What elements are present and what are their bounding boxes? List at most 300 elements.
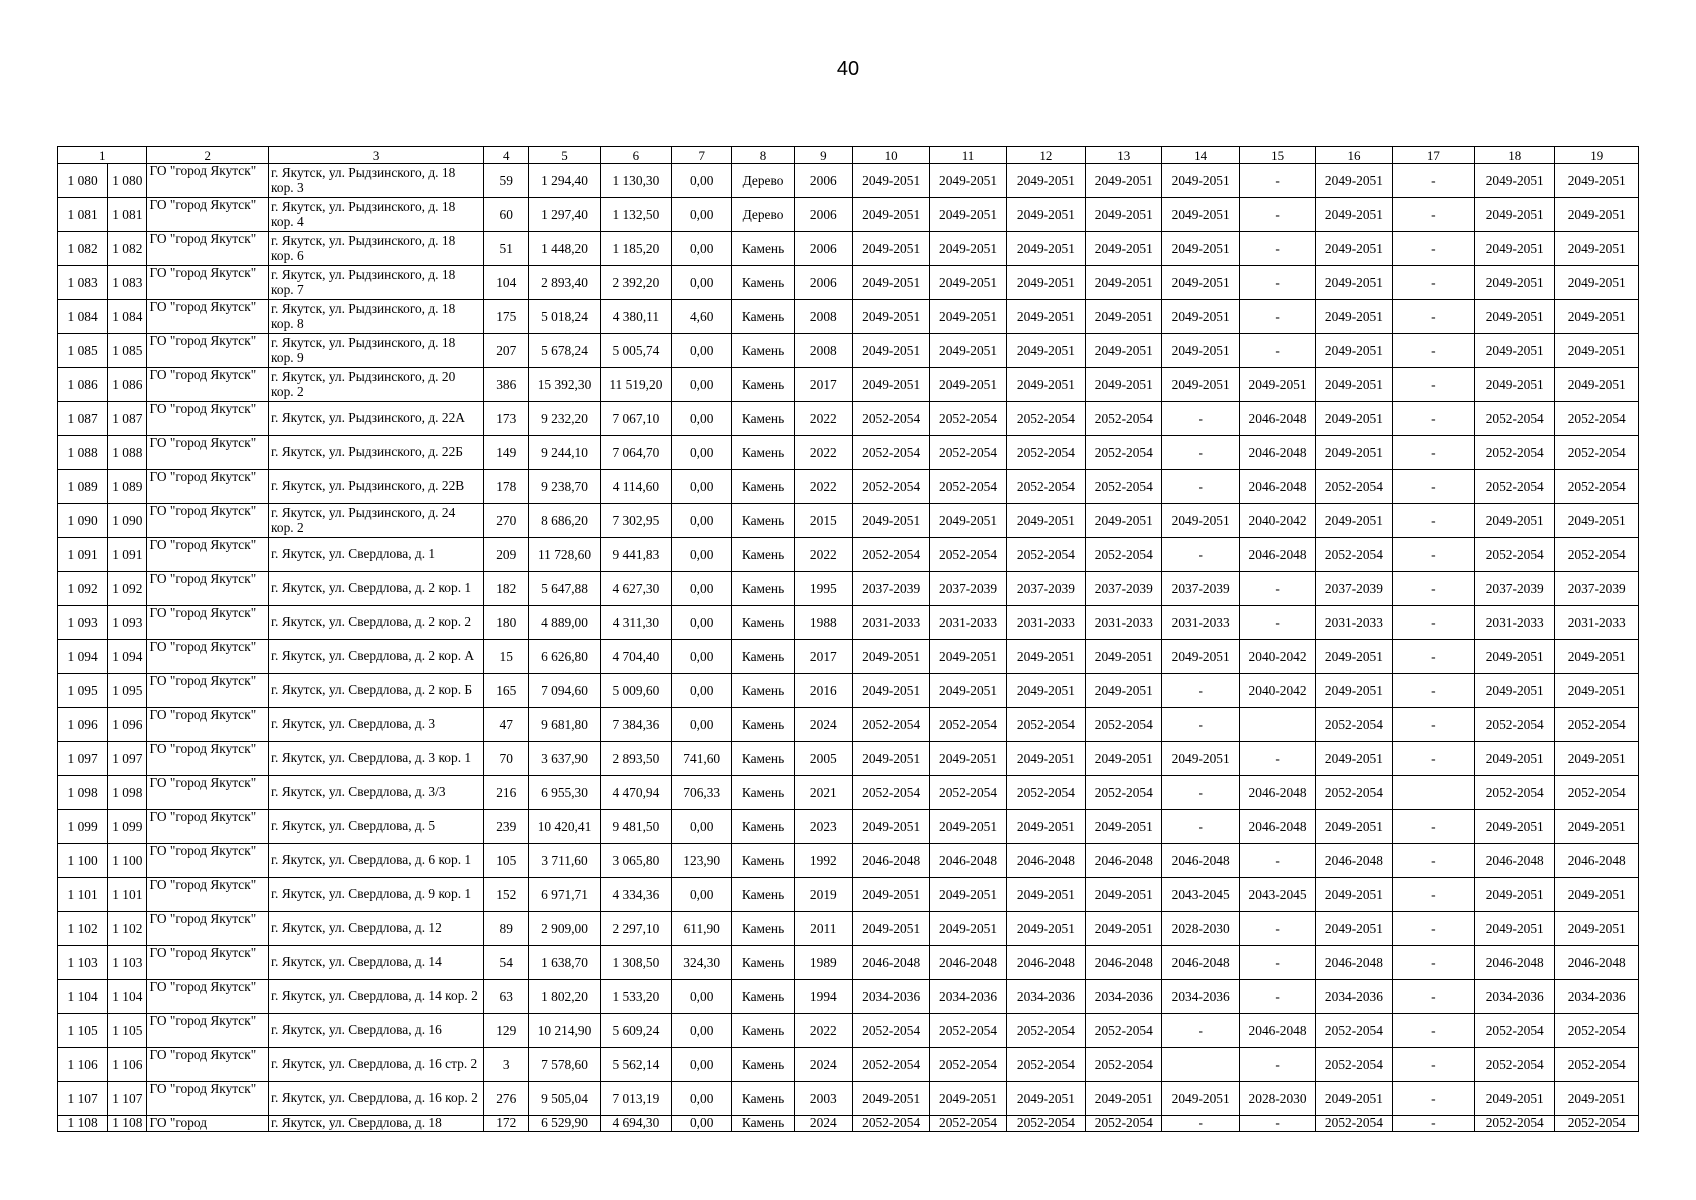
table-cell: 2046-2048 xyxy=(1239,402,1315,436)
table-cell: Камень xyxy=(732,300,794,334)
table-cell: 2049-2051 xyxy=(1086,368,1162,402)
table-cell: - xyxy=(1392,810,1474,844)
table-cell: 5 647,88 xyxy=(529,572,600,606)
table-cell: 2052-2054 xyxy=(930,1116,1006,1132)
table-cell: 11 728,60 xyxy=(529,538,600,572)
table-cell: - xyxy=(1392,334,1474,368)
table-cell: - xyxy=(1239,606,1315,640)
table-cell: 2022 xyxy=(794,470,852,504)
table-cell: Камень xyxy=(732,640,794,674)
table-cell: 2052-2054 xyxy=(1316,708,1392,742)
table-cell: 7 578,60 xyxy=(529,1048,600,1082)
table-cell: 2052-2054 xyxy=(1086,1116,1162,1132)
table-cell: 2052-2054 xyxy=(1555,470,1639,504)
table-cell: 2052-2054 xyxy=(1006,1014,1085,1048)
table-cell: 129 xyxy=(484,1014,529,1048)
table-cell: 2049-2051 xyxy=(1555,300,1639,334)
table-cell: Камень xyxy=(732,266,794,300)
table-cell: 2006 xyxy=(794,198,852,232)
table-cell: 2046-2048 xyxy=(1162,946,1239,980)
table-cell: 2034-2036 xyxy=(1006,980,1085,1014)
table-cell: 2052-2054 xyxy=(1475,470,1555,504)
table-cell: Камень xyxy=(732,844,794,878)
table-cell: 2043-2045 xyxy=(1162,878,1239,912)
table-cell: - xyxy=(1239,742,1315,776)
table-cell: 0,00 xyxy=(672,334,732,368)
table-cell: 1 102 xyxy=(108,912,147,946)
table-cell: 2052-2054 xyxy=(1086,1014,1162,1048)
table-cell: 2049-2051 xyxy=(1316,164,1392,198)
table-cell: 2022 xyxy=(794,1014,852,1048)
table-cell: - xyxy=(1392,1116,1474,1132)
table-cell: 2049-2051 xyxy=(1162,1082,1239,1116)
table-cell: 2049-2051 xyxy=(1475,912,1555,946)
table-cell: 2049-2051 xyxy=(930,810,1006,844)
table-cell: 2052-2054 xyxy=(1006,436,1085,470)
table-cell: 1 093 xyxy=(58,606,108,640)
table-cell: 2049-2051 xyxy=(1555,368,1639,402)
table-cell xyxy=(1239,708,1315,742)
table-cell: ГО "город xyxy=(147,1116,269,1132)
table-cell: - xyxy=(1162,776,1239,810)
table-cell: 324,30 xyxy=(672,946,732,980)
table-cell: г. Якутск, ул. Рыдзинского, д. 18 кор. 6 xyxy=(269,232,484,266)
table-cell: 2049-2051 xyxy=(852,912,929,946)
table-cell: 2046-2048 xyxy=(1006,844,1085,878)
table-row xyxy=(58,368,1639,402)
table-cell: 2022 xyxy=(794,402,852,436)
table-cell: 2052-2054 xyxy=(852,1116,929,1132)
table-cell: 2049-2051 xyxy=(1006,810,1085,844)
column-header: 15 xyxy=(1239,147,1315,164)
table-cell: 2046-2048 xyxy=(930,946,1006,980)
table-cell: 2006 xyxy=(794,232,852,266)
table-cell: 1988 xyxy=(794,606,852,640)
table-cell: 1 097 xyxy=(108,742,147,776)
table-cell: 104 xyxy=(484,266,529,300)
table-cell: 2037-2039 xyxy=(1162,572,1239,606)
table-cell: 0,00 xyxy=(672,368,732,402)
table-cell: 2 893,50 xyxy=(600,742,671,776)
table-cell: ГО "город Якутск" xyxy=(147,164,269,198)
table-cell: 2049-2051 xyxy=(930,674,1006,708)
table-cell: 1 087 xyxy=(58,402,108,436)
table-cell: 1 090 xyxy=(108,504,147,538)
table-cell: 9 481,50 xyxy=(600,810,671,844)
table-cell: - xyxy=(1392,198,1474,232)
table-cell: Камень xyxy=(732,810,794,844)
table-cell: 0,00 xyxy=(672,572,732,606)
table-cell: ГО "город Якутск" xyxy=(147,470,269,504)
table-cell: 2049-2051 xyxy=(1086,1082,1162,1116)
table-cell: - xyxy=(1392,470,1474,504)
table-cell: 2049-2051 xyxy=(1316,436,1392,470)
table-cell: 2049-2051 xyxy=(1555,640,1639,674)
table-cell: Камень xyxy=(732,946,794,980)
table-cell: 2034-2036 xyxy=(1162,980,1239,1014)
table-cell: 1994 xyxy=(794,980,852,1014)
table-cell: 2052-2054 xyxy=(1555,538,1639,572)
table-cell: 2049-2051 xyxy=(930,300,1006,334)
table-cell: ГО "город Якутск" xyxy=(147,436,269,470)
table-cell: - xyxy=(1239,334,1315,368)
table-cell: 2052-2054 xyxy=(1006,1116,1085,1132)
table-cell: 0,00 xyxy=(672,606,732,640)
table-cell: 2052-2054 xyxy=(852,1014,929,1048)
table-cell: г. Якутск, ул. Свердлова, д. 2 кор. Б xyxy=(269,674,484,708)
table-cell: 2049-2051 xyxy=(930,232,1006,266)
table-cell: 1 088 xyxy=(58,436,108,470)
table-cell: 2049-2051 xyxy=(1006,742,1085,776)
table-cell: - xyxy=(1392,572,1474,606)
table-cell: 2046-2048 xyxy=(852,844,929,878)
table-cell: 1 100 xyxy=(108,844,147,878)
table-cell: 1 095 xyxy=(58,674,108,708)
table-cell: г. Якутск, ул. Свердлова, д. 2 кор. 1 xyxy=(269,572,484,606)
table-cell: 1 448,20 xyxy=(529,232,600,266)
table-cell: 2031-2033 xyxy=(1162,606,1239,640)
table-cell: 0,00 xyxy=(672,1014,732,1048)
table-cell: 2049-2051 xyxy=(852,674,929,708)
table-cell: 2049-2051 xyxy=(1316,810,1392,844)
table-cell: 1 308,50 xyxy=(600,946,671,980)
table-row xyxy=(58,198,1639,232)
table-cell: 8 686,20 xyxy=(529,504,600,538)
table-cell: г. Якутск, ул. Свердлова, д. 14 xyxy=(269,946,484,980)
table-cell: 2023 xyxy=(794,810,852,844)
table-cell: 1 091 xyxy=(58,538,108,572)
table-cell: 1 108 xyxy=(58,1116,108,1132)
table-cell: 2046-2048 xyxy=(1555,844,1639,878)
table-cell: 9 238,70 xyxy=(529,470,600,504)
table-cell: 2052-2054 xyxy=(1086,776,1162,810)
table-cell: 1 092 xyxy=(108,572,147,606)
table-cell: 2049-2051 xyxy=(1162,334,1239,368)
table-cell: 2046-2048 xyxy=(1239,810,1315,844)
table-cell: г. Якутск, ул. Свердлова, д. 2 кор. А xyxy=(269,640,484,674)
table-cell: 2049-2051 xyxy=(1555,232,1639,266)
table-cell: ГО "город Якутск" xyxy=(147,504,269,538)
table-cell: 2049-2051 xyxy=(1555,164,1639,198)
table-cell: 2049-2051 xyxy=(1086,912,1162,946)
table-cell: 2049-2051 xyxy=(1162,266,1239,300)
column-header: 6 xyxy=(600,147,671,164)
table-cell: 1 086 xyxy=(108,368,147,402)
table-cell: 1 098 xyxy=(58,776,108,810)
table-cell: 105 xyxy=(484,844,529,878)
table-cell: - xyxy=(1392,232,1474,266)
table-cell: 2049-2051 xyxy=(1555,266,1639,300)
table-cell: 1 101 xyxy=(108,878,147,912)
table-cell: 209 xyxy=(484,538,529,572)
table-cell: 2052-2054 xyxy=(1006,708,1085,742)
table-cell: 2052-2054 xyxy=(1316,776,1392,810)
table-cell: 2037-2039 xyxy=(930,572,1006,606)
table-cell: 2049-2051 xyxy=(1555,912,1639,946)
table-cell: 1 080 xyxy=(108,164,147,198)
table-cell: - xyxy=(1392,538,1474,572)
table-cell: 4 889,00 xyxy=(529,606,600,640)
table-cell: 2049-2051 xyxy=(1475,334,1555,368)
table-cell: 2006 xyxy=(794,266,852,300)
table-cell: 9 441,83 xyxy=(600,538,671,572)
table-cell: - xyxy=(1162,470,1239,504)
table-cell: ГО "город Якутск" xyxy=(147,232,269,266)
table-cell: - xyxy=(1392,980,1474,1014)
table-cell: 1 099 xyxy=(108,810,147,844)
table-cell: - xyxy=(1392,504,1474,538)
table-cell: - xyxy=(1239,1116,1315,1132)
table-cell: - xyxy=(1392,878,1474,912)
table-cell: 4 380,11 xyxy=(600,300,671,334)
table-cell: г. Якутск, ул. Свердлова, д. 16 стр. 2 xyxy=(269,1048,484,1082)
table-cell: 2049-2051 xyxy=(1475,742,1555,776)
table-cell: 611,90 xyxy=(672,912,732,946)
table-cell: г. Якутск, ул. Свердлова, д. 1 xyxy=(269,538,484,572)
table-cell: 178 xyxy=(484,470,529,504)
table-cell: 1 106 xyxy=(58,1048,108,1082)
table-cell: 2049-2051 xyxy=(1086,300,1162,334)
table-cell: 2049-2051 xyxy=(1316,368,1392,402)
table-cell: 2031-2033 xyxy=(1086,606,1162,640)
table-cell: 1 083 xyxy=(108,266,147,300)
table-cell: 2052-2054 xyxy=(1006,470,1085,504)
table-cell: - xyxy=(1239,232,1315,266)
table-cell: 1 103 xyxy=(108,946,147,980)
table-cell: - xyxy=(1239,300,1315,334)
table-cell: 5 609,24 xyxy=(600,1014,671,1048)
table-cell: 2049-2051 xyxy=(852,334,929,368)
table-cell: 2049-2051 xyxy=(1555,810,1639,844)
table-cell: 2049-2051 xyxy=(930,1082,1006,1116)
table-cell: 47 xyxy=(484,708,529,742)
table-cell: 216 xyxy=(484,776,529,810)
table-cell: 9 244,10 xyxy=(529,436,600,470)
table-cell: 1 105 xyxy=(58,1014,108,1048)
table-cell: 2052-2054 xyxy=(930,776,1006,810)
table-cell: 2 893,40 xyxy=(529,266,600,300)
table-cell: 1 107 xyxy=(108,1082,147,1116)
table-cell: 1 108 xyxy=(108,1116,147,1132)
table-cell: 1 096 xyxy=(108,708,147,742)
table-cell: Камень xyxy=(732,742,794,776)
table-row xyxy=(58,844,1639,878)
table-cell: 2017 xyxy=(794,368,852,402)
table-cell: 2046-2048 xyxy=(852,946,929,980)
table-cell: 152 xyxy=(484,878,529,912)
table-cell: - xyxy=(1392,368,1474,402)
table-cell: 4 470,94 xyxy=(600,776,671,810)
table-cell: 1 084 xyxy=(108,300,147,334)
table-cell: 2040-2042 xyxy=(1239,674,1315,708)
table-cell: 0,00 xyxy=(672,470,732,504)
table-cell: 2024 xyxy=(794,708,852,742)
table-row xyxy=(58,538,1639,572)
table-cell: 2052-2054 xyxy=(1475,708,1555,742)
table-cell: 2052-2054 xyxy=(930,1014,1006,1048)
table-cell: 0,00 xyxy=(672,810,732,844)
table-cell: - xyxy=(1239,980,1315,1014)
table-cell: г. Якутск, ул. Свердлова, д. 18 xyxy=(269,1116,484,1132)
table-cell: 2049-2051 xyxy=(1006,266,1085,300)
table-cell: 54 xyxy=(484,946,529,980)
table-cell: - xyxy=(1392,674,1474,708)
table-row xyxy=(58,912,1639,946)
table-cell: 2005 xyxy=(794,742,852,776)
table-cell: 2049-2051 xyxy=(852,164,929,198)
table-cell: 11 519,20 xyxy=(600,368,671,402)
table-cell: 1 294,40 xyxy=(529,164,600,198)
table-cell: 2049-2051 xyxy=(1006,164,1085,198)
table-cell: - xyxy=(1162,1116,1239,1132)
table-cell: 2052-2054 xyxy=(1555,1014,1639,1048)
table-cell: 2049-2051 xyxy=(1555,334,1639,368)
table-cell: 0,00 xyxy=(672,504,732,538)
table-cell: 6 626,80 xyxy=(529,640,600,674)
table-cell: 2046-2048 xyxy=(1316,946,1392,980)
table-cell: 1 533,20 xyxy=(600,980,671,1014)
table-cell: г. Якутск, ул. Рыдзинского, д. 18 кор. 3 xyxy=(269,164,484,198)
table-cell: 2034-2036 xyxy=(1316,980,1392,1014)
table-row xyxy=(58,1048,1639,1082)
table-cell: 2049-2051 xyxy=(1006,232,1085,266)
table-cell: 5 009,60 xyxy=(600,674,671,708)
table-cell: 2049-2051 xyxy=(1316,504,1392,538)
table-row xyxy=(58,708,1639,742)
table-cell: 1 100 xyxy=(58,844,108,878)
table-row xyxy=(58,742,1639,776)
table-cell: ГО "город Якутск" xyxy=(147,572,269,606)
table-cell: Камень xyxy=(732,1048,794,1082)
column-header: 17 xyxy=(1392,147,1474,164)
table-cell: 2049-2051 xyxy=(1475,232,1555,266)
table-cell: 2049-2051 xyxy=(1162,640,1239,674)
table-cell: г. Якутск, ул. Рыдзинского, д. 18 кор. 7 xyxy=(269,266,484,300)
table-cell: 2052-2054 xyxy=(852,1048,929,1082)
table-cell: 1 105 xyxy=(108,1014,147,1048)
table-cell: г. Якутск, ул. Рыдзинского, д. 20 кор. 2 xyxy=(269,368,484,402)
table-cell: 386 xyxy=(484,368,529,402)
table-cell: 0,00 xyxy=(672,980,732,1014)
table-cell: 0,00 xyxy=(672,640,732,674)
table-cell: - xyxy=(1162,810,1239,844)
table-cell: ГО "город Якутск" xyxy=(147,1082,269,1116)
table-cell: 239 xyxy=(484,810,529,844)
table-cell: ГО "город Якутск" xyxy=(147,402,269,436)
table-cell: 2052-2054 xyxy=(1555,436,1639,470)
table-cell: 2049-2051 xyxy=(1475,640,1555,674)
table-cell: г. Якутск, ул. Свердлова, д. 3/3 xyxy=(269,776,484,810)
table-cell: 175 xyxy=(484,300,529,334)
table-cell: 2046-2048 xyxy=(930,844,1006,878)
table-cell: 1 102 xyxy=(58,912,108,946)
table-cell: 2052-2054 xyxy=(1475,776,1555,810)
table-cell: 2052-2054 xyxy=(1006,1048,1085,1082)
table-cell: 0,00 xyxy=(672,1048,732,1082)
table-cell: - xyxy=(1392,742,1474,776)
table-cell: ГО "город Якутск" xyxy=(147,198,269,232)
table-cell: 2049-2051 xyxy=(1006,504,1085,538)
column-header: 14 xyxy=(1162,147,1239,164)
table-cell: 2049-2051 xyxy=(1006,300,1085,334)
table-cell: 6 955,30 xyxy=(529,776,600,810)
table-cell: 51 xyxy=(484,232,529,266)
table-cell: 2049-2051 xyxy=(1086,232,1162,266)
table-cell: 207 xyxy=(484,334,529,368)
table-cell: 10 420,41 xyxy=(529,810,600,844)
table-cell: 2052-2054 xyxy=(930,708,1006,742)
column-header: 13 xyxy=(1086,147,1162,164)
table-cell: 2046-2048 xyxy=(1239,776,1315,810)
table-row xyxy=(58,402,1639,436)
table-cell: 2049-2051 xyxy=(1475,198,1555,232)
table-cell: 2003 xyxy=(794,1082,852,1116)
table-cell: 2022 xyxy=(794,538,852,572)
table-cell: 2046-2048 xyxy=(1162,844,1239,878)
table-cell: 2049-2051 xyxy=(1006,1082,1085,1116)
table-cell: - xyxy=(1239,946,1315,980)
table-cell: 2049-2051 xyxy=(1555,198,1639,232)
table-cell: ГО "город Якутск" xyxy=(147,334,269,368)
table-cell: г. Якутск, ул. Свердлова, д. 14 кор. 2 xyxy=(269,980,484,1014)
table-cell xyxy=(1392,776,1474,810)
table-cell: 1 087 xyxy=(108,402,147,436)
table-row xyxy=(58,266,1639,300)
table-cell: 2049-2051 xyxy=(1162,198,1239,232)
table-cell: 2049-2051 xyxy=(1316,1082,1392,1116)
table-cell: - xyxy=(1162,708,1239,742)
table-cell: 2052-2054 xyxy=(852,470,929,504)
table-cell: 1 094 xyxy=(58,640,108,674)
table-cell: 2037-2039 xyxy=(1316,572,1392,606)
table-cell: Камень xyxy=(732,470,794,504)
table-cell: 2037-2039 xyxy=(852,572,929,606)
table-cell: 2049-2051 xyxy=(1239,368,1315,402)
table-cell: Камень xyxy=(732,368,794,402)
table-cell: 2049-2051 xyxy=(1006,198,1085,232)
table-cell: 2031-2033 xyxy=(852,606,929,640)
table-cell: 1 104 xyxy=(58,980,108,1014)
table-cell: 2052-2054 xyxy=(1006,402,1085,436)
table-cell: - xyxy=(1392,402,1474,436)
table-cell: 3 637,90 xyxy=(529,742,600,776)
table-cell: 1 132,50 xyxy=(600,198,671,232)
table-cell: 1 097 xyxy=(58,742,108,776)
table-cell: 2049-2051 xyxy=(1006,368,1085,402)
table-cell: 2052-2054 xyxy=(852,538,929,572)
table-cell: 2049-2051 xyxy=(1555,674,1639,708)
table-cell: 741,60 xyxy=(672,742,732,776)
table-cell: 2049-2051 xyxy=(1316,334,1392,368)
table-cell: 2011 xyxy=(794,912,852,946)
table-cell: 2049-2051 xyxy=(1316,640,1392,674)
table-cell: 3 711,60 xyxy=(529,844,600,878)
table-row xyxy=(58,504,1639,538)
table-cell: 7 064,70 xyxy=(600,436,671,470)
table-cell: 2049-2051 xyxy=(1006,334,1085,368)
table-cell: 7 013,19 xyxy=(600,1082,671,1116)
table-cell: 2052-2054 xyxy=(1475,1014,1555,1048)
table-cell: - xyxy=(1392,1082,1474,1116)
table-cell: 1 095 xyxy=(108,674,147,708)
table-cell: 2049-2051 xyxy=(852,266,929,300)
table-cell: ГО "город Якутск" xyxy=(147,810,269,844)
table-cell: 9 681,80 xyxy=(529,708,600,742)
table-cell: 2052-2054 xyxy=(1316,1014,1392,1048)
table-cell: 1 098 xyxy=(108,776,147,810)
table-cell: 2052-2054 xyxy=(1555,708,1639,742)
table-cell: 2040-2042 xyxy=(1239,640,1315,674)
